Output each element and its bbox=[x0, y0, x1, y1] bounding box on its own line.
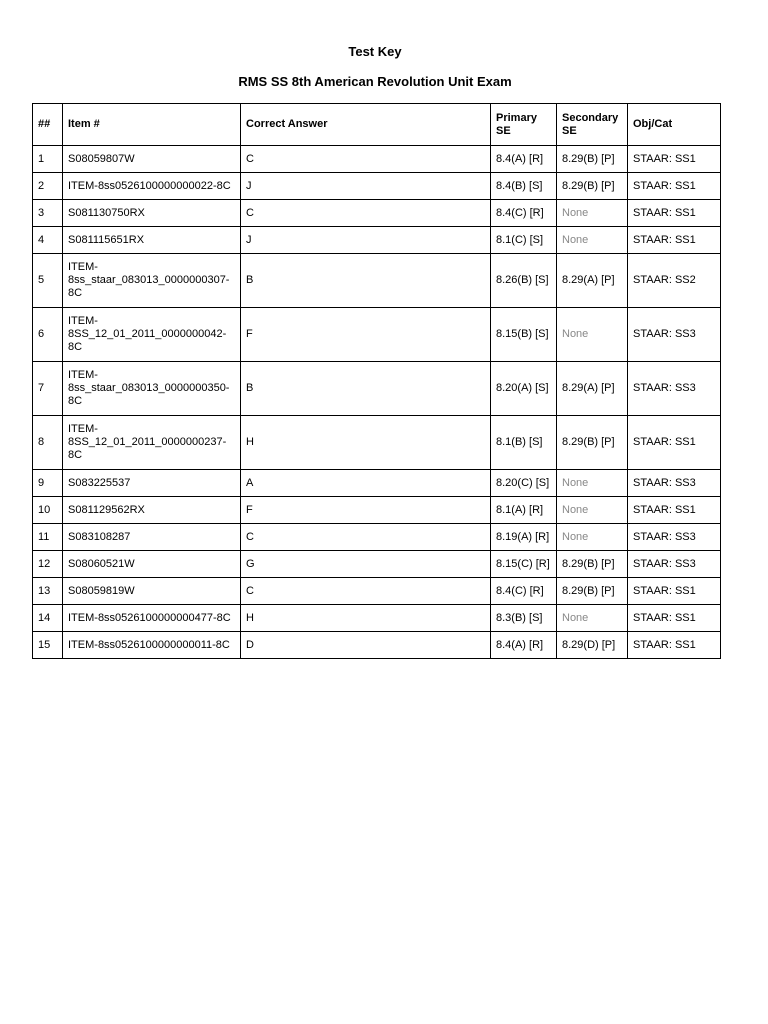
cell-correct-answer: H bbox=[241, 416, 491, 470]
cell-primary-se: 8.15(B) [S] bbox=[491, 308, 557, 362]
cell-item: S08059807W bbox=[63, 146, 241, 173]
cell-obj-cat: STAAR: SS2 bbox=[628, 254, 721, 308]
table-row bbox=[33, 254, 721, 308]
cell-secondary-se: 8.29(B) [P] bbox=[557, 578, 628, 605]
header-obj-cat: Obj/Cat bbox=[628, 104, 721, 146]
cell-number: 3 bbox=[33, 200, 63, 227]
cell-item: ITEM-8ss_staar_083013_0000000307-8C bbox=[63, 254, 241, 308]
header-number: ## bbox=[33, 104, 63, 146]
cell-correct-answer: C bbox=[241, 200, 491, 227]
cell-obj-cat: STAAR: SS1 bbox=[628, 146, 721, 173]
cell-number: 7 bbox=[33, 362, 63, 416]
cell-number: 10 bbox=[33, 497, 63, 524]
cell-secondary-se: 8.29(B) [P] bbox=[557, 551, 628, 578]
cell-secondary-se: None bbox=[557, 200, 628, 227]
table-row bbox=[33, 173, 721, 200]
cell-correct-answer: C bbox=[241, 524, 491, 551]
cell-primary-se: 8.3(B) [S] bbox=[491, 605, 557, 632]
table-row bbox=[33, 362, 721, 416]
header-correct-answer: Correct Answer bbox=[241, 104, 491, 146]
header-secondary-se: Secondary SE bbox=[557, 104, 628, 146]
cell-secondary-se: 8.29(A) [P] bbox=[557, 362, 628, 416]
cell-secondary-se: None bbox=[557, 497, 628, 524]
cell-secondary-se: None bbox=[557, 308, 628, 362]
document-title: Test Key bbox=[348, 44, 402, 59]
cell-primary-se: 8.4(C) [R] bbox=[491, 578, 557, 605]
table-row bbox=[33, 416, 721, 470]
table-row bbox=[33, 551, 721, 578]
cell-item: S081130750RX bbox=[63, 200, 241, 227]
cell-obj-cat: STAAR: SS1 bbox=[628, 632, 721, 659]
table-row bbox=[33, 524, 721, 551]
cell-number: 4 bbox=[33, 227, 63, 254]
cell-correct-answer: F bbox=[241, 308, 491, 362]
cell-number: 11 bbox=[33, 524, 63, 551]
cell-primary-se: 8.1(B) [S] bbox=[491, 416, 557, 470]
cell-primary-se: 8.20(A) [S] bbox=[491, 362, 557, 416]
table-row bbox=[33, 605, 721, 632]
header-row bbox=[33, 104, 721, 146]
cell-primary-se: 8.20(C) [S] bbox=[491, 470, 557, 497]
cell-primary-se: 8.1(C) [S] bbox=[491, 227, 557, 254]
cell-item: S08060521W bbox=[63, 551, 241, 578]
cell-obj-cat: STAAR: SS1 bbox=[628, 497, 721, 524]
cell-correct-answer: J bbox=[241, 173, 491, 200]
document-subtitle: RMS SS 8th American Revolution Unit Exam bbox=[238, 74, 512, 89]
cell-primary-se: 8.15(C) [R] bbox=[491, 551, 557, 578]
cell-correct-answer: A bbox=[241, 470, 491, 497]
cell-secondary-se: None bbox=[557, 605, 628, 632]
cell-item: ITEM-8ss0526100000000011-8C bbox=[63, 632, 241, 659]
cell-obj-cat: STAAR: SS1 bbox=[628, 173, 721, 200]
cell-secondary-se: 8.29(B) [P] bbox=[557, 173, 628, 200]
cell-item: ITEM-8SS_12_01_2011_0000000042-8C bbox=[63, 308, 241, 362]
cell-item: ITEM-8ss_staar_083013_0000000350-8C bbox=[63, 362, 241, 416]
cell-correct-answer: J bbox=[241, 227, 491, 254]
table-row bbox=[33, 497, 721, 524]
cell-secondary-se: 8.29(B) [P] bbox=[557, 416, 628, 470]
cell-number: 1 bbox=[33, 146, 63, 173]
cell-correct-answer: C bbox=[241, 578, 491, 605]
cell-secondary-se: 8.29(A) [P] bbox=[557, 254, 628, 308]
cell-correct-answer: H bbox=[241, 605, 491, 632]
cell-obj-cat: STAAR: SS1 bbox=[628, 200, 721, 227]
cell-primary-se: 8.1(A) [R] bbox=[491, 497, 557, 524]
cell-obj-cat: STAAR: SS1 bbox=[628, 416, 721, 470]
cell-correct-answer: B bbox=[241, 362, 491, 416]
cell-item: S083108287 bbox=[63, 524, 241, 551]
cell-secondary-se: 8.29(D) [P] bbox=[557, 632, 628, 659]
cell-number: 13 bbox=[33, 578, 63, 605]
cell-number: 15 bbox=[33, 632, 63, 659]
table-row bbox=[33, 227, 721, 254]
cell-obj-cat: STAAR: SS3 bbox=[628, 470, 721, 497]
cell-obj-cat: STAAR: SS1 bbox=[628, 578, 721, 605]
cell-item: ITEM-8ss0526100000000022-8C bbox=[63, 173, 241, 200]
cell-secondary-se: 8.29(B) [P] bbox=[557, 146, 628, 173]
cell-primary-se: 8.26(B) [S] bbox=[491, 254, 557, 308]
cell-number: 12 bbox=[33, 551, 63, 578]
header-item: Item # bbox=[63, 104, 241, 146]
cell-number: 8 bbox=[33, 416, 63, 470]
cell-primary-se: 8.4(B) [S] bbox=[491, 173, 557, 200]
cell-primary-se: 8.4(A) [R] bbox=[491, 632, 557, 659]
table-row bbox=[33, 308, 721, 362]
table-row bbox=[33, 578, 721, 605]
cell-item: S083225537 bbox=[63, 470, 241, 497]
cell-obj-cat: STAAR: SS1 bbox=[628, 227, 721, 254]
table-row bbox=[33, 470, 721, 497]
cell-obj-cat: STAAR: SS3 bbox=[628, 308, 721, 362]
cell-correct-answer: C bbox=[241, 146, 491, 173]
cell-item: ITEM-8SS_12_01_2011_0000000237-8C bbox=[63, 416, 241, 470]
cell-obj-cat: STAAR: SS1 bbox=[628, 605, 721, 632]
cell-item: ITEM-8ss0526100000000477-8C bbox=[63, 605, 241, 632]
table-row bbox=[33, 200, 721, 227]
cell-secondary-se: None bbox=[557, 524, 628, 551]
cell-item: S081129562RX bbox=[63, 497, 241, 524]
table-row bbox=[33, 632, 721, 659]
cell-number: 14 bbox=[33, 605, 63, 632]
table-row bbox=[33, 146, 721, 173]
cell-correct-answer: B bbox=[241, 254, 491, 308]
cell-secondary-se: None bbox=[557, 227, 628, 254]
test-key-table bbox=[32, 103, 721, 659]
cell-obj-cat: STAAR: SS3 bbox=[628, 551, 721, 578]
cell-obj-cat: STAAR: SS3 bbox=[628, 362, 721, 416]
cell-primary-se: 8.4(C) [R] bbox=[491, 200, 557, 227]
cell-primary-se: 8.19(A) [R] bbox=[491, 524, 557, 551]
header-primary-se: Primary SE bbox=[491, 104, 557, 146]
cell-item: S08059819W bbox=[63, 578, 241, 605]
cell-number: 2 bbox=[33, 173, 63, 200]
cell-number: 6 bbox=[33, 308, 63, 362]
cell-correct-answer: F bbox=[241, 497, 491, 524]
cell-secondary-se: None bbox=[557, 470, 628, 497]
cell-number: 9 bbox=[33, 470, 63, 497]
cell-obj-cat: STAAR: SS3 bbox=[628, 524, 721, 551]
cell-primary-se: 8.4(A) [R] bbox=[491, 146, 557, 173]
cell-correct-answer: D bbox=[241, 632, 491, 659]
cell-item: S081115651RX bbox=[63, 227, 241, 254]
cell-correct-answer: G bbox=[241, 551, 491, 578]
cell-number: 5 bbox=[33, 254, 63, 308]
